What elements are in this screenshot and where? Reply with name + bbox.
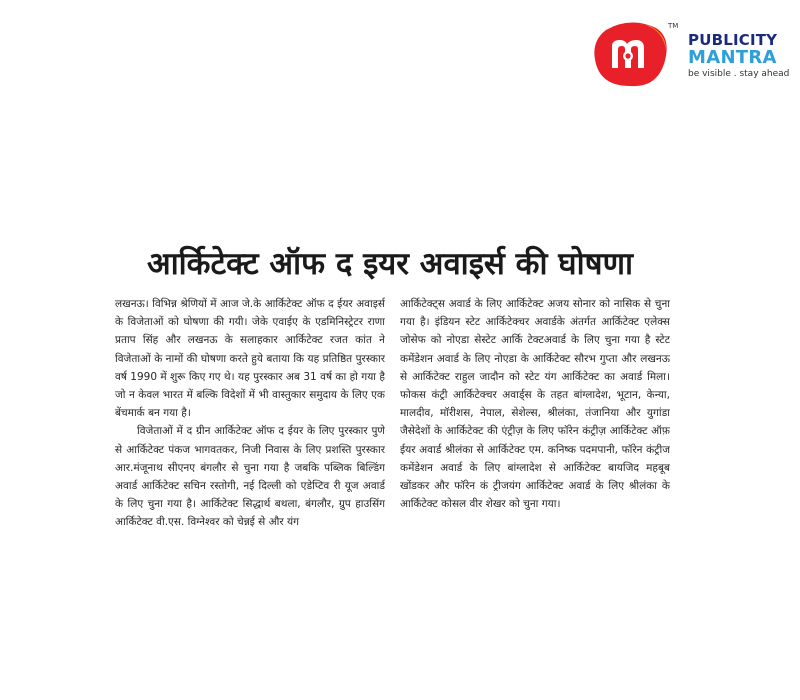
article-column-right [400,295,670,595]
logo-word-publicity: PUBLICITY [688,31,778,49]
logo-tagline: be visible . stay ahead [688,69,790,79]
trademark-label: TM [668,22,679,30]
logo-word-mantra: MANTRA [688,47,777,68]
article-paragraph: लखनऊ। विभिन्न श्रेणियों में आज जे.के आर्किटेक्ट ऑफ द ईयर अवाइर्स के विजेताओं को घोषणा की गयी। जेके एवाईए के एडमिनिस्ट्रेटर राणा प्रताप सिंह और लखनऊ के सलाहकार आर्किटेक्ट रजत कांत ने विजेताओं के नामों की घोषणा करते हुये बताया कि यह प्रतिष्ठित पुरस्कार वर्ष 1990 में शुरू किए गए थे। यह पुरस्कार अब 31 वर्ष का हो गया है जो न केवल भारत में बल्कि विदेशों में भी वास्तुकार समुदाय के लिए एक बेंचमार्क बन गया है। [115,298,385,420]
article-column-left [115,295,385,595]
publicity-mantra-logo [592,20,792,90]
article-paragraph: आर्किटेक्ट्स अवार्ड के लिए आर्किटेक्ट अजय सोनार को नासिक से चुना गया है। इंडियन स्टेट आर्किटेक्चर अवार्डके अंतर्गत आर्किटेक्ट एलेक्स जोसेफ को नोएडा सेस्टेट आर्कि टेक्टअवार्ड के लिए चुना गया है स्टेट कमेंडेशन अवार्ड के लिए नोएडा के आर्किटेक्ट सौरभ गुप्ता और लखनऊ से आर्किटेक्ट राहुल जादौन को स्टेट यंग आर्किटेक्ट का अवार्ड मिला। फोकस कंट्री आर्किटेक्चर अवार्ड्स के तहत बांग्लादेश, भूटान, केन्या, मालदीव, मॉरीशस, नेपाल, सेशेल्स, श्रीलंका, तंजानिया और युगांडा जैसेदेशों के आर्किटेक्ट की एंट्रीज़ के लिए फॉरेन कंट्रीज़ आर्किटेक्ट ऑफ़ ईयर अवार्ड श्रीलंका से आर्किटेक्ट एम. कनिष्क पदमपानी, फॉरेन कंट्रीज कमेंडेशन अवार्ड के लिए बांग्लादेश से आर्किटेक्ट बायजिद महबूब खोंडकर और फॉरेन कं ट्रीजयंग आर्किटेक्ट अवार्ड के लिए श्रीलंका के आर्किटेक्ट कोसल वीर शेखर को चुना गया। [400,298,670,511]
article-headline: आर्किटेक्ट ऑफ द इयर अवाइर्स की घोषणा [146,246,634,282]
publicity-mantra-m-logo-icon [592,20,668,90]
article-paragraph: विजेताओं में द ग्रीन आर्किटेक्ट ऑफ द ईयर के लिए पुरस्कार पुणे से आर्किटेक्ट पंकज भागवतकर, निजी निवास के लिए प्रशस्ति पुरस्कार आर.मंजूनाथ सीएनए बंगलौर से चुना गया है जबकि पब्लिक बिल्डिंग अवार्ड आर्किटेक्ट सचिन रस्तोगी, नई दिल्ली को एडेप्टिव री यूज अवार्ड के लिए चुना गया है। आर्किटेक्ट सिद्धार्थ बथला, बंगलौर, ग्रुप हाउसिंग आर्किटेक्ट वी.एस. विग्नेश्वर को चेन्नई से और यंग [115,425,385,529]
